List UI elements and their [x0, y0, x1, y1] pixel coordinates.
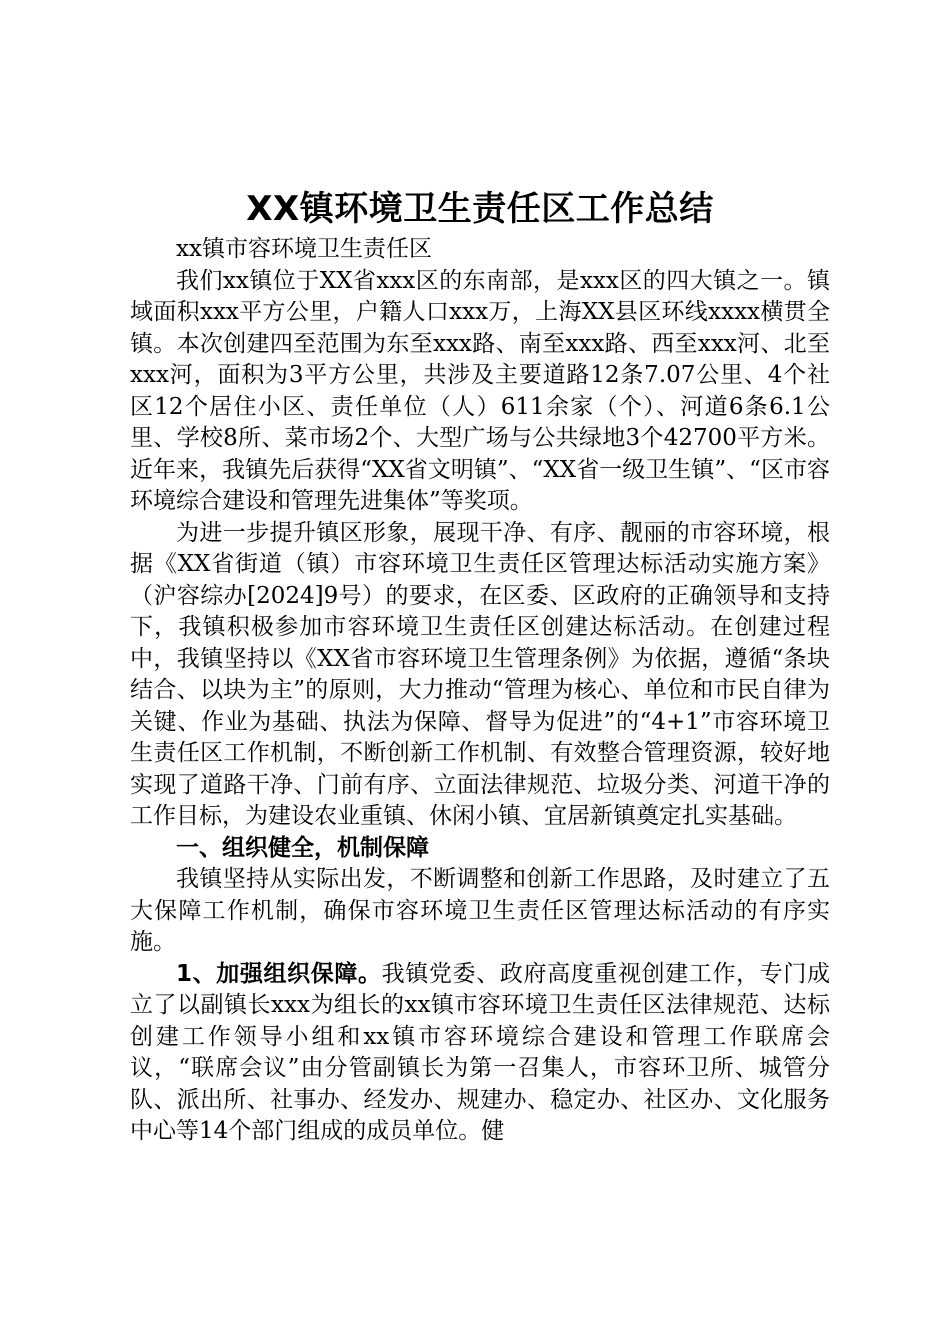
paragraph-section-1: 我镇坚持从实际出发，不断调整和创新工作思路，及时建立了五大保障工作机制，确保市容环境卫生责任区管理达标活动的有序实施。 [130, 866, 830, 955]
document-page [130, 188, 830, 1148]
document-subtitle: xx镇市容环境卫生责任区 [176, 236, 432, 262]
paragraph-body-text: 我镇党委、政府高度重视创建工作，专门成立了以副镇长xxx为组长的xx镇市容环境卫生责任区法律规范、达标创建工作领导小组和xx镇市容环境综合建设和管理工作联席会议，“联席会议”由分管副镇长为第一召集人，市容环卫所、城管分队、派出所、社事办、经发办、规建办、稳定办、社区办、文化服务中心等14个部门组成的成员单位。健 [130, 960, 830, 1144]
paragraph-organization [130, 959, 830, 1148]
paragraph-background: 为进一步提升镇区形象，展现干净、有序、靓丽的市容环境，根据《XX省街道（镇）市容环境卫生责任区管理达标活动实施方案》（沪容综办[2024]9号）的要求，在区委、区政府的正确领导和支持下，我镇积极参加市容环境卫生责任区创建达标活动。在创建过程中，我镇坚持以《XX省市容环境卫生管理条例》为依据，遵循“条块结合、以块为主”的原则，大力推动“管理为核心、单位和市民自律为关键、作业为基础、执法为保障、督导为促进”的“4+1”市容环境卫生责任区工作机制，不断创新工作机制、有效整合管理资源，较好地实现了道路干净、门前有序、立面法律规范、垃圾分类、河道干净的工作目标，为建设农业重镇、休闲小镇、宜居新镇奠定扎实基础。 [130, 519, 830, 829]
paragraph-intro: 我们xx镇位于XX省xxx区的东南部，是xxx区的四大镇之一。镇域面积xxx平方公里，户籍人口xxx万，上海XX县区环线xxxx横贯全镇。本次创建四至范围为东至xxx路、南至xxx路、西至xxx河、北至xxx河，面积为3平方公里，共涉及主要道路12条7.07公里、4个社区12个居住小区、责任单位（人）611余家（个）、河道6条6.1公里、学校8所、菜市场2个、大型广场与公共绿地3个42700平方米。近年来，我镇先后获得“XX省文明镇”、“XX省一级卫生镇”、“区市容环境综合建设和管理先进集体”等奖项。 [130, 267, 830, 514]
section-heading-1: 一、组织健全，机制保障 [176, 834, 429, 861]
document-title: XX镇环境卫生责任区工作总结 [246, 189, 714, 229]
paragraph-lead-text: 1、加强组织保障。 [176, 960, 382, 987]
